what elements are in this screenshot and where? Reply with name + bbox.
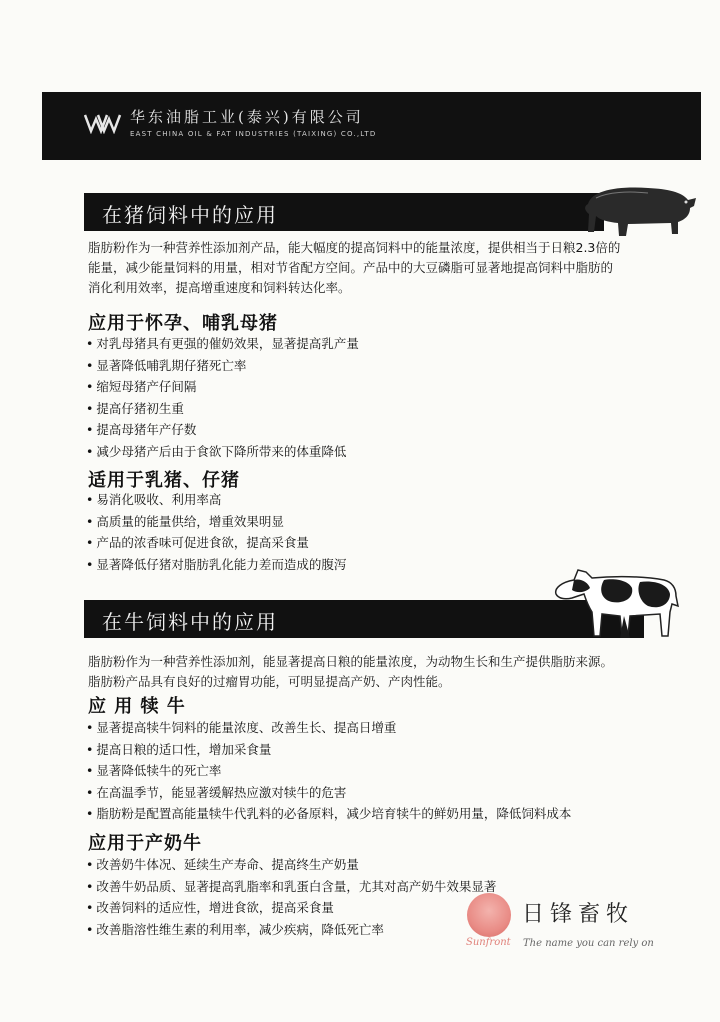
list-item: • 脂肪粉是配置高能量犊牛代乳料的必备原料，减少培育犊牛的鲜奶用量，降低饲料成本 [86,803,571,825]
list-item: • 产品的浓香味可促进食欲，提高采食量 [86,532,346,554]
company-name-cn: 华东油脂工业(泰兴)有限公司 [130,108,364,126]
piglets-benefits-list [86,489,346,575]
pig-intro-paragraph [88,238,688,298]
list-item: • 显著提高犊牛饲料的能量浓度、改善生长、提高日增重 [86,717,571,739]
pig-illustration [578,176,700,240]
list-item: • 改善牛奶品质、显著提高乳脂率和乳蛋白含量，尤其对高产奶牛效果显著 [86,876,496,898]
dairy-cows-benefits-list [86,854,496,940]
sows-benefits-list [86,333,359,462]
list-item: • 提高日粮的适口性，增加采食量 [86,739,571,761]
company-header-bar [42,92,701,160]
list-item: • 高质量的能量供给，增重效果明显 [86,511,346,533]
list-item: • 提高仔猪初生重 [86,398,359,420]
cattle-intro-line: 脂肪粉产品具有良好的过瘤胃功能，可明显提高产奶、产肉性能。 [88,674,451,689]
list-item: • 改善饲料的适应性，增进食欲，提高采食量 [86,897,496,919]
list-item: • 显著降低犊牛的死亡率 [86,760,571,782]
cattle-intro-paragraph [88,652,688,692]
calves-heading: 应 用 犊 牛 [88,696,186,717]
list-item: • 缩短母猪产仔间隔 [86,376,359,398]
list-item: • 显著降低仔猪对脂肪乳化能力差而造成的腹泻 [86,554,346,576]
company-name-en: EAST CHINA OIL & FAT INDUSTRIES (TAIXING) CO.,LTD [130,130,377,138]
list-item: • 易消化吸收、利用率高 [86,489,346,511]
company-logo-icon [84,112,122,134]
piglets-heading: 适用于乳猪、仔猪 [88,470,240,491]
pig-intro-line: 脂肪粉作为一种营养性添加剂产品，能大幅度的提高饲料中的能量浓度，提供相当于日粮2.3倍的 [88,240,621,255]
brand-name-en: Sunfront [466,937,511,948]
brand-name-cn: 日锋畜牧 [522,902,635,927]
pig-section-bar [84,193,604,231]
cattle-section-title: 在牛饲料中的应用 [102,610,278,634]
list-item: • 显著降低哺乳期仔猪死亡率 [86,355,359,377]
dairy-cows-heading: 应用于产奶牛 [88,833,202,854]
list-item: • 在高温季节，能显著缓解热应激对犊牛的危害 [86,782,571,804]
pig-intro-line: 能量，减少能量饲料的用量，相对节省配方空间。产品中的大豆磷脂可显著地提高饲料中脂肪的 [88,260,614,275]
sows-heading: 应用于怀孕、哺乳母猪 [88,313,278,334]
list-item: • 减少母猪产后由于食欲下降所带来的体重降低 [86,441,359,463]
cattle-intro-line: 脂肪粉作为一种营养性添加剂，能显著提高日粮的能量浓度，为动物生长和生产提供脂肪来源。 [88,654,614,669]
pig-section-title: 在猪饲料中的应用 [102,203,278,227]
cow-illustration [544,556,686,640]
pig-intro-line: 消化利用效率，提高增重速度和饲料转达化率。 [88,280,351,295]
list-item: • 改善脂溶性维生素的利用率，减少疾病，降低死亡率 [86,919,496,941]
list-item: • 对乳母猪具有更强的催奶效果，显著提高乳产量 [86,333,359,355]
calves-benefits-list [86,717,571,825]
brand-slogan: The name you can rely on [523,938,654,949]
list-item: • 改善奶牛体况、延续生产寿命、提高终生产奶量 [86,854,496,876]
list-item: • 提高母猪年产仔数 [86,419,359,441]
sunfront-logo-icon [467,893,511,937]
